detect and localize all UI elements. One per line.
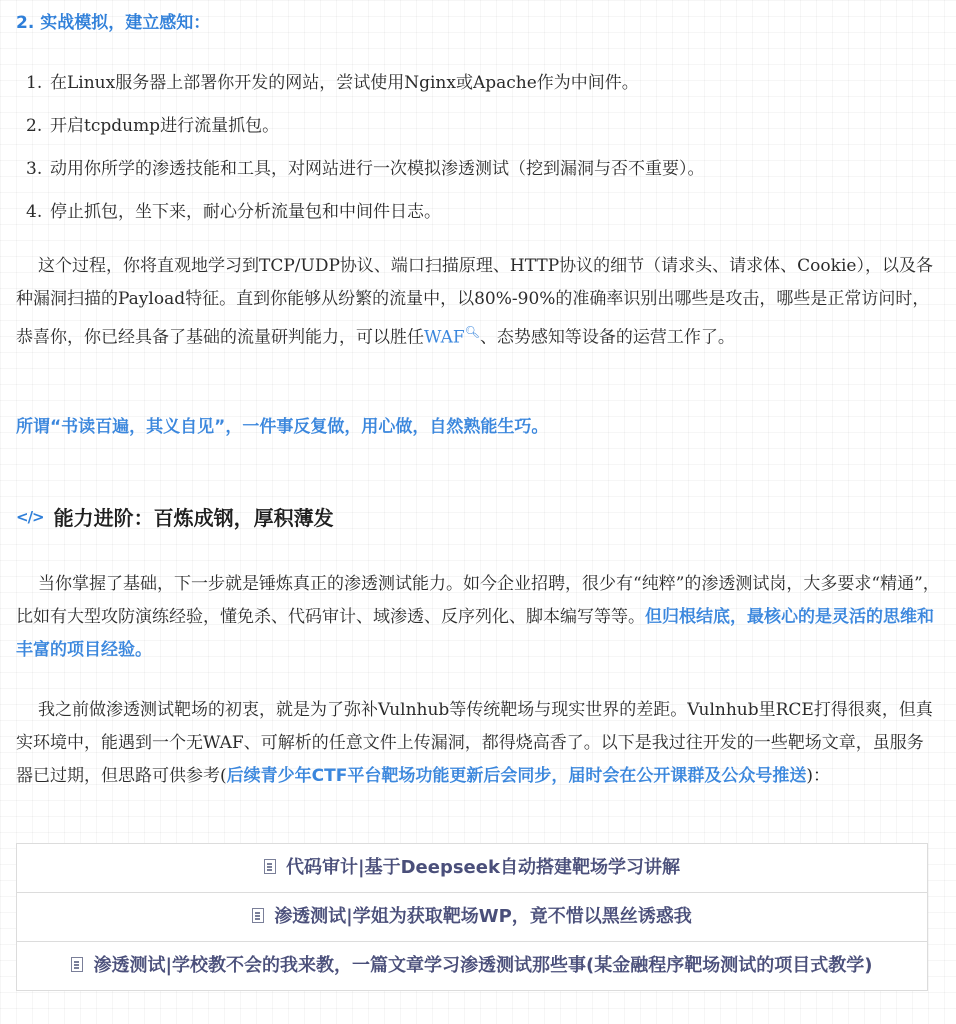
section-title: 2. 实战模拟，建立感知：	[16, 13, 211, 33]
article-link[interactable]: 渗透测试|学姐为获取靶场WP，竟不惜以黑丝诱惑我	[17, 893, 927, 942]
highlight-text: 后续青少年CTF平台靶场功能更新后会同步，届时会在公开课群及公众号推送	[226, 766, 807, 786]
quote-text: 所谓“书读百遍，其义自见”，一件事反复做，用心做，自然熟能生巧。	[16, 417, 549, 437]
paragraph-advanced: 当你掌握了基础，下一步就是锤炼真正的渗透测试能力。如今企业招聘，很少有“纯粹”的渗透测试岗，大多要求“精通”，比如有大型攻防演练经验，懂免杀、代码审计、域渗透、反序列化、脚本编写等等。但归根结底，最核心的是灵活的思维和丰富的项目经验。	[16, 574, 940, 660]
document-icon	[71, 957, 83, 972]
list-item: 2. 开启tcpdump进行流量抓包。	[26, 116, 280, 136]
search-icon[interactable]: 🔍︎	[464, 325, 480, 339]
heading-text: 能力进阶：百炼成钢，厚积薄发	[53, 506, 334, 530]
list-item: 1. 在Linux服务器上部署你开发的网站，尝试使用Nginx或Apache作为中间件。	[26, 73, 639, 93]
document-icon	[252, 908, 264, 923]
list-item: 3. 动用你所学的渗透技能和工具，对网站进行一次模拟渗透测试（挖到漏洞与否不重要）。	[26, 159, 705, 179]
highlight-text: 但归根结底，最核心的是灵活的思维和丰富的项目经验。	[16, 607, 934, 660]
list-item: 4. 停止抓包，坐下来，耐心分析流量包和中间件日志。	[26, 202, 441, 222]
article-link[interactable]: 渗透测试|学校教不会的我来教，一篇文章学习渗透测试那些事(某金融程序靶场测试的项目式教学)	[17, 942, 927, 990]
waf-link[interactable]: WAF	[424, 327, 465, 348]
article-links-table	[16, 843, 928, 991]
section-heading	[16, 502, 334, 531]
code-icon: </>	[16, 507, 44, 526]
paragraph-range-articles: 我之前做渗透测试靶场的初衷，就是为了弥补Vulnhub等传统靶场与现实世界的差距。Vulnhub里RCE打得很爽，但真实环境中，能遇到一个无WAF、可解析的任意文件上传漏洞，都得烧高香了。以下是我过往开发的一些靶场文章，虽服务器已过期，但思路可供参考(后续青少年CTF平台靶场功能更新后会同步，届时会在公开课群及公众号推送)：	[16, 700, 933, 786]
document-icon	[264, 859, 276, 874]
paragraph-traffic-analysis: 这个过程，你将直观地学习到TCP/UDP协议、端口扫描原理、HTTP协议的细节（请求头、请求体、Cookie），以及各种漏洞扫描的Payload特征。直到你能够从纷繁的流量中，以80%-90%的准确率识别出哪些是攻击，哪些是正常访问时，恭喜你，你已经具备了基础的流量研判能力，可以胜任WAF🔍︎、态势感知等设备的运营工作了。	[16, 256, 933, 348]
steps-list	[26, 62, 705, 234]
article-link[interactable]: 代码审计|基于Deepseek自动搭建靶场学习讲解	[17, 844, 927, 893]
